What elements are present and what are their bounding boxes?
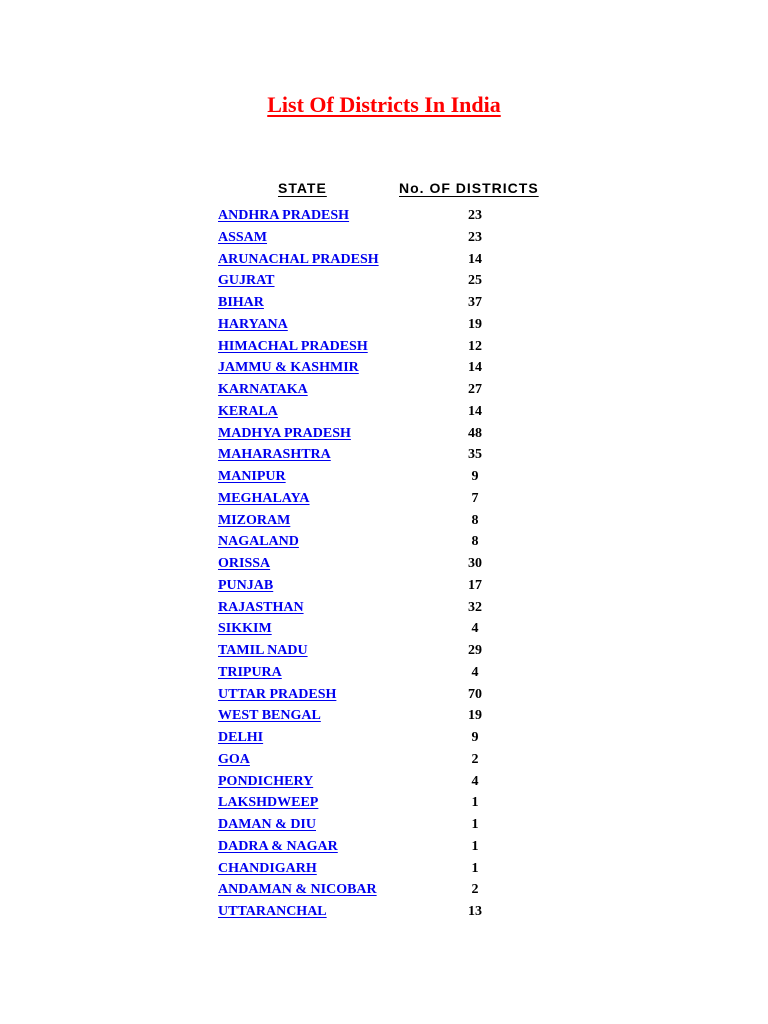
table-row: [218, 423, 518, 445]
page-title: List Of Districts In India: [267, 92, 501, 117]
state-link[interactable]: MAHARASHTRA: [218, 447, 331, 463]
district-count: 4: [471, 621, 479, 637]
district-count: 14: [468, 251, 482, 267]
table-row: [218, 227, 518, 249]
table-row: [218, 314, 518, 336]
table-row: [218, 771, 518, 793]
table-row: [218, 205, 518, 227]
state-link[interactable]: DELHI: [218, 730, 264, 745]
state-link[interactable]: SIKKIM: [218, 621, 272, 637]
table-row: [218, 727, 518, 749]
district-count: 4: [471, 664, 479, 680]
state-link[interactable]: ANDHRA PRADESH: [218, 208, 350, 223]
table-row: [218, 357, 518, 379]
state-link[interactable]: MADHYA PRADESH: [218, 425, 351, 441]
state-link[interactable]: GOA: [218, 751, 250, 767]
state-link[interactable]: KARNATAKA: [218, 382, 308, 397]
table-row: [218, 836, 518, 858]
table-row: [218, 705, 518, 727]
state-link[interactable]: WEST BENGAL: [218, 708, 321, 724]
district-count: 30: [468, 556, 482, 571]
district-count: 2: [471, 882, 479, 898]
table-row: [218, 662, 518, 684]
district-count: 14: [468, 403, 482, 419]
state-link[interactable]: TAMIL NADU: [218, 643, 308, 658]
district-count: 7: [471, 490, 479, 506]
district-count: 14: [468, 360, 482, 376]
table-row: [218, 270, 518, 292]
table-row: [218, 466, 518, 488]
district-count: 25: [468, 273, 482, 289]
table-row: [218, 401, 518, 423]
table-row: [218, 379, 518, 401]
state-link[interactable]: MEGHALAYA: [218, 490, 310, 506]
state-link[interactable]: PUNJAB: [218, 577, 274, 593]
district-count: 23: [468, 229, 482, 245]
table-row: [218, 510, 518, 532]
table-row: [218, 575, 518, 597]
districts-column-header: No. OF DISTRICTS: [399, 180, 539, 196]
state-link[interactable]: GUJRAT: [218, 273, 275, 289]
state-link[interactable]: MIZORAM: [218, 512, 291, 528]
table-row: [218, 792, 518, 814]
table-row: [218, 684, 518, 706]
district-count: 32: [468, 599, 482, 615]
state-link[interactable]: DADRA & NAGAR: [218, 838, 338, 854]
district-count: 29: [468, 643, 482, 658]
district-count: 9: [471, 730, 479, 745]
table-row: [218, 640, 518, 662]
table-row: [218, 749, 518, 771]
state-link[interactable]: MANIPUR: [218, 469, 286, 484]
state-link[interactable]: UTTARANCHAL: [218, 904, 327, 919]
district-table: [218, 205, 518, 923]
table-row: [218, 249, 518, 271]
table-row: [218, 488, 518, 510]
state-link[interactable]: ORISSA: [218, 556, 271, 571]
state-link[interactable]: HIMACHAL PRADESH: [218, 338, 368, 354]
state-column-header: STATE: [278, 180, 327, 196]
table-row: [218, 618, 518, 640]
state-link[interactable]: ARUNACHAL PRADESH: [218, 251, 379, 267]
district-count: 2: [471, 751, 479, 767]
district-count: 70: [468, 686, 482, 702]
table-row: [218, 553, 518, 575]
state-link[interactable]: UTTAR PRADESH: [218, 686, 337, 702]
state-link[interactable]: PONDICHERY: [218, 773, 314, 789]
table-row: [218, 444, 518, 466]
district-count: 13: [468, 904, 482, 919]
district-count: 19: [468, 708, 482, 724]
state-link[interactable]: ANDAMAN & NICOBAR: [218, 882, 377, 898]
state-link[interactable]: TRIPURA: [218, 664, 282, 680]
district-count: 12: [468, 338, 482, 354]
state-link[interactable]: DAMAN & DIU: [218, 817, 316, 832]
state-link[interactable]: LAKSHDWEEP: [218, 795, 319, 811]
state-link[interactable]: HARYANA: [218, 316, 288, 332]
table-row: [218, 814, 518, 836]
table-row: [218, 858, 518, 880]
table-row: [218, 292, 518, 314]
district-count: 9: [471, 469, 479, 484]
district-count: 8: [471, 512, 479, 528]
district-count: 1: [471, 838, 479, 854]
table-row: [218, 336, 518, 358]
district-count: 19: [468, 316, 482, 332]
district-count: 48: [468, 425, 482, 441]
state-link[interactable]: BIHAR: [218, 295, 264, 310]
district-count: 35: [468, 447, 482, 463]
district-count: 17: [468, 577, 482, 593]
state-link[interactable]: NAGALAND: [218, 534, 299, 550]
district-count: 1: [471, 860, 479, 876]
district-count: 27: [468, 382, 482, 397]
district-count: 8: [471, 534, 479, 550]
table-row: [218, 597, 518, 619]
district-count: 23: [468, 208, 482, 223]
table-row: [218, 901, 518, 923]
district-count: 1: [471, 817, 479, 832]
state-link[interactable]: ASSAM: [218, 229, 268, 245]
district-count: 37: [468, 295, 482, 310]
district-count: 1: [471, 795, 479, 811]
state-link[interactable]: RAJASTHAN: [218, 599, 304, 615]
state-link[interactable]: KERALA: [218, 403, 278, 419]
table-row: [218, 879, 518, 901]
state-link[interactable]: JAMMU & KASHMIR: [218, 360, 359, 376]
table-row: [218, 531, 518, 553]
state-link[interactable]: CHANDIGARH: [218, 860, 317, 876]
district-count: 4: [471, 773, 479, 789]
